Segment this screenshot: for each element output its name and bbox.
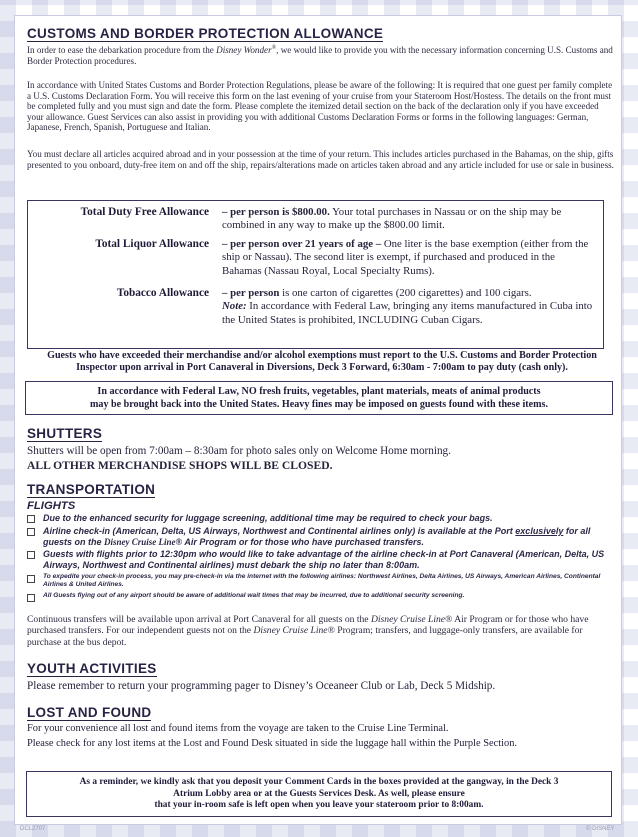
shutters-closed-notice: ALL OTHER MERCHANDISE SHOPS WILL BE CLOSED. [27, 459, 333, 472]
continuous-transfers: Continuous transfers will be available upon arrival at Port Canaveral for all guests on the Disney Cruise Line® Air Program or for those who have purchased transfers. For our independent guests not on the Disney Cruise Line® Program; transfers, and luggage-only transfers, are available for purchase at the bus depot. [27, 614, 589, 648]
allowance-text: – per person over 21 years of age – One liter is the base exemption (either from the ship or Nassau). The second liter is exempt, if purchased and produced in the Bahamas (Nassau Royal, Local Specialty Rums). [222, 238, 589, 277]
allowance-label: Tobacco Allowance [116, 287, 209, 299]
checkbox-icon [27, 515, 35, 523]
shutters-hours: Shutters will be open from 7:00am – 8:30am for photo sales only on Welcome Home morning. [27, 445, 451, 457]
federal-notice-text: In accordance with Federal Law, NO fresh fruits, vegetables, plant materials, meats of animal products may be brought back into the United States. Heavy fines may be imposed on guests found with these items. [90, 386, 548, 410]
lost-found-line-1: For your convenience all lost and found items from the voyage are taken to the Cruise Line Terminal. [27, 723, 449, 734]
checkbox-icon [27, 551, 35, 559]
flights-subheading: FLIGHTS [27, 500, 76, 512]
customs-intro: In order to ease the debarkation procedure from the Disney Wonder®, we would like to provide you with the necessary information concerning U.S. Customs and Border Protection procedures. [27, 45, 613, 66]
lost-found-heading: LOST AND FOUND [27, 705, 152, 720]
customs-declare: You must declare all articles acquired abroad and in your possession at the time of your return. This includes articles purchased in the Bahamas, on the ship, gifts presented to you onboard, duty-free item on and off the ship, repairs/alterations made on articles taken abroad and any article included for use or sale in business. [27, 149, 614, 170]
checkbox-icon [27, 528, 35, 536]
allowance-label: Total Liquor Allowance [95, 238, 209, 250]
checkbox-icon [27, 575, 35, 583]
footer-copyright: © DISNEY [586, 826, 615, 832]
lost-found-line-2: Please check for any lost items at the Lost and Found Desk situated in side the luggage hall within the Purple Section. [27, 738, 517, 749]
youth-text: Please remember to return your programming pager to Disney’s Oceaneer Club or Lab, Deck 5 Midship. [27, 680, 496, 692]
youth-heading: YOUTH ACTIVITIES [27, 661, 157, 676]
checkbox-icon [27, 594, 35, 602]
reminder-text: As a reminder, we kindly ask that you deposit your Comment Cards in the boxes provided at the gangway, in the Deck 3 Atrium Lobby area or at the Guests Services Desk. As well, please ensure that your in-room safe is left open when you leave your stateroom prior to 8:00am. [79, 777, 559, 811]
federal-notice-box [25, 381, 613, 415]
transportation-heading: TRANSPORTATION [27, 482, 156, 497]
customs-regulations: In accordance with United States Customs and Border Protection Regulations, please be aware of the following: It is required that one guest per family complete a U.S. Customs Declaration Form. You will receive this form on the last evening of your cruise from your Stateroom Host/Hostess. The details on the front must be completed fully and you must sign and date the form. Please complete the itemized detail section on the back of the declaration only if you have exceeded your allowance. Guest Services can also assist in providing you with additional Customs Declaration Forms or forms in the following languages: German, Japanese, French, Spanish, Portuguese and Italian. [27, 80, 613, 133]
shutters-heading: SHUTTERS [27, 426, 103, 441]
allowance-text: – per person is $800.00. Your total purchases in Nassau or on the ship may be combined in any way to make up the $800.00 limit. [222, 206, 562, 232]
reminder-box [26, 771, 612, 817]
document-sheet: CUSTOMS AND BORDER PROTECTION ALLOWANCE In order to ease the debarkation procedure from the Disney Wonder®, we would like to provide you with the necessary information concerning U.S. Customs and Border Protection procedures. In accordance with United States Customs and Border Protection Regulations, please be aware of the following: It is required that one guest per family complete a U.S. Customs Declaration Form. You will receive this form on the last evening of your cruise from your Stateroom Host/Hostess. The details on the front must be completed fully and you must sign and date the form. Please complete the itemized detail section on the back of the declaration only if you have exceeded your allowance. Guest Services can also assist in providing you with additional Customs Declaration Forms or forms in the following languages: German, Japanese, French, Spanish, Portuguese and Italian. You must declare all articles acquired abroad and in your possession at the time of your return. This includes articles purchased in the Bahamas, on the ship, gifts presented to you onboard, duty-free item on and off the ship, repairs/alterations made on articles taken abroad and any article included for use or sale in business. Total Duty Free Allowance – per person is $800.00. Your total purchases in Nassau or on the ship may be combined in any way to make up the $800.00 limit. Total Liquor Allowance – per person over 21 years of age – One liter is the base exemption (either from the ship or Nassau). The second liter is exempt, if purchased and produced in the Bahamas (Nassau Royal, Local Specialty Rums). Tobacco Allowance – per person is one carton of cigarettes (200 cigarettes) and 100 cigars. Note: In accordance with Federal Law, bringing any items manufactured in Cuba into the United States is prohibited, INCLUDING Cuban Cigars. Guests who have exceeded their merchandise and/or alcohol exemptions must report to the U.S. Customs and Border Protection Inspector upon arrival in Port Canaveral in Diversions, Deck 3 Forward, 6:30am - 7:00am to pay duty (cash only). In accordance with Federal Law, NO fresh fruits, vegetables, plant materials, meats of animal products may be brought back into the United States. Heavy fines may be imposed on guests found with these items. SHUTTERS Shutters will be open from 7:00am – 8:30am for photo sales only on Welcome Home morning. ALL OTHER MERCHANDISE SHOPS WILL BE CLOSED. TRANSPORTATION FLIGHTS Due to the enhanced security for luggage screening, additional time may be required to check your bags. Airline check-in (American, Delta, US Airways, Northwest and Continental airlines only) is available at the Port exclusively for all guests on the Disney Cruise Line® Air Program or for those who have purchased transfers. Guests with flights prior to 12:30pm who would like to take advantage of the airline check-in at Port Canaveral (American, Delta, US Airways, Northwest and Continental airlines) must debark the ship no later than 8:00am. To expedite your check-in process, you may pre-check-in via the internet with the following airlines: Northwest Airlines, Delta Airlines, US Airways, American Airlines, Continental Airlines & United Airlines. All Guests flying out of any airport should be aware of additional wait times that may be incurred, due to additional security screening. Continuous transfers will be available upon arrival at Port Canaveral for all guests on the Disney Cruise Line® Air Program or for those who have purchased transfers. For our independent guests not on the Disney Cruise Line® Program; transfers, and luggage-only transfers, are available for purchase at the bus depot. YOUTH ACTIVITIES Please remember to return your programming pager to Disney’s Oceaneer Club or Lab, Deck 5 Midship. LOST AND FOUND For your convenience all lost and found items from the voyage are taken to the Cruise Line Terminal. Please check for any lost items at the Lost and Found Desk situated in side the luggage hall within the Purple Section. As a reminder, we kindly ask that you deposit your Comment Cards in the boxes provided at the gangway, in the Deck 3 Atrium Lobby area or at the Guests Services Desk. As well, please ensure that your in-room safe is left open when you leave your stateroom prior to 8:00am. [14, 15, 622, 825]
allowance-text: – per person is one carton of cigarettes (200 cigarettes) and 100 cigars. Note: In accordance with Federal Law, bringing any items manufactured in Cuba into the United States is prohibited, INCLUDING Cuban Cigars. [222, 287, 593, 326]
allowance-label: Total Duty Free Allowance [80, 206, 209, 218]
footer-code: DCL2707 [20, 826, 46, 832]
exceeded-notice: Guests who have exceeded their merchandise and/or alcohol exemptions must report to the U.S. Customs and Border Protection Inspector upon arrival in Port Canaveral in Diversions, Deck 3 Forward, 6:30am - 7:00am to pay duty (cash only). [47, 350, 597, 374]
allowance-box [27, 200, 604, 349]
customs-heading: CUSTOMS AND BORDER PROTECTION ALLOWANCE [27, 26, 384, 41]
